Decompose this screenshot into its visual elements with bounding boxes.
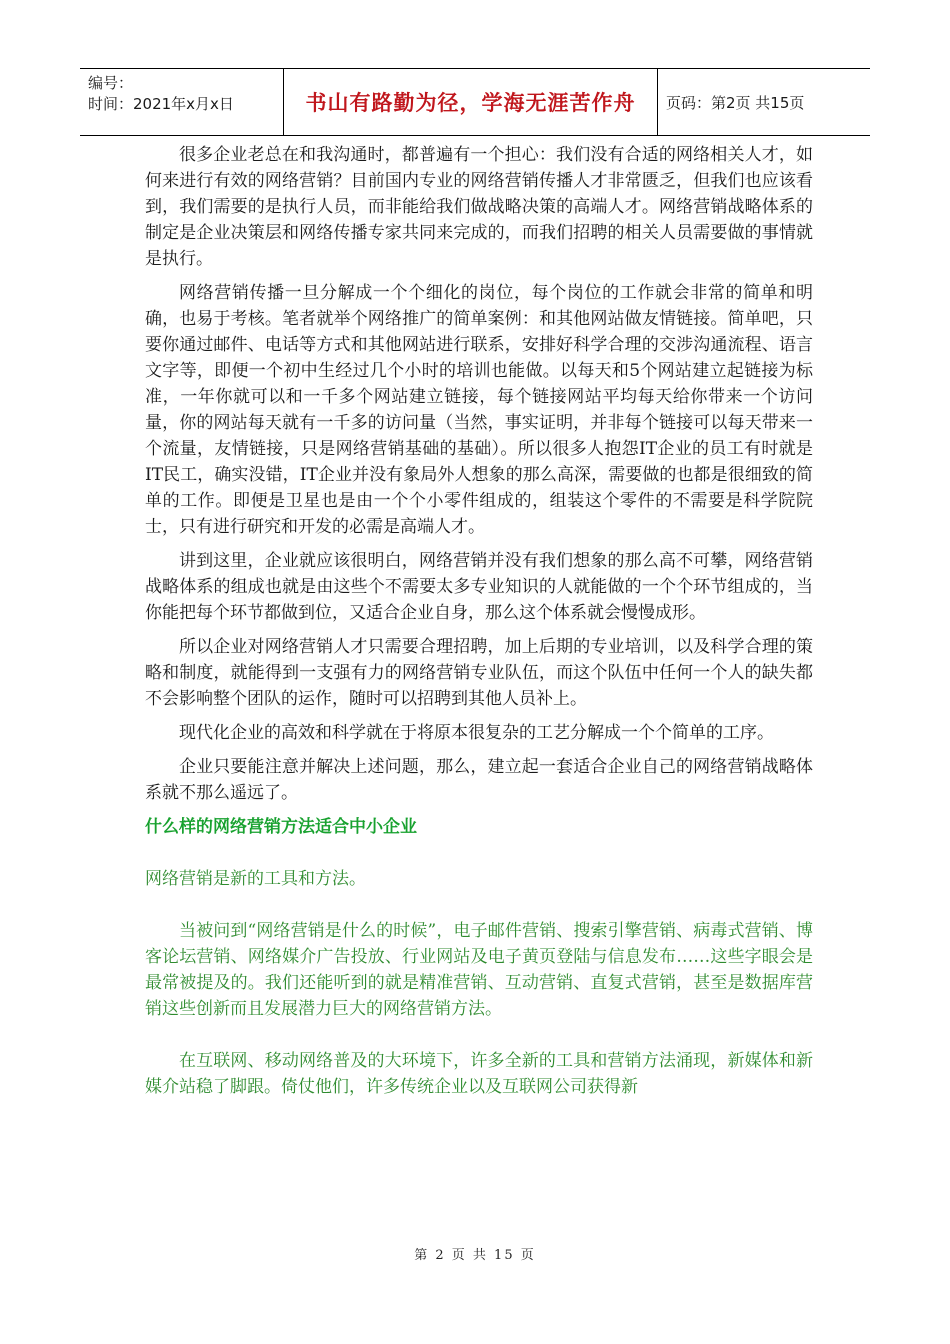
header-meta	[80, 69, 284, 135]
section-paragraph: 在互联网、移动网络普及的大环境下，许多全新的工具和营销方法涌现，新媒体和新媒介站稳了脚跟。倚仗他们，许多传统企业以及互联网公司获得新	[145, 1051, 813, 1097]
spacer	[145, 900, 813, 918]
paragraph: 讲到这里，企业就应该很明白，网络营销并没有我们想象的那么高不可攀，网络营销战略体系的组成也就是由这些个不需要太多专业知识的人就能做的一个个环节组成的，当你能把每个环节都做到位，又适合企业自身，那么这个体系就会慢慢成形。	[145, 551, 813, 623]
document-number-label: 编号：	[88, 74, 134, 92]
header-page-info: 页码：第2页 共15页	[666, 93, 805, 112]
header-motto: 书山有路勤为径，学海无涯苦作舟	[284, 69, 658, 135]
paragraph: 所以企业对网络营销人才只需要合理招聘，加上后期的专业培训，以及科学合理的策略和制度，就能得到一支强有力的网络营销专业队伍，而这个队伍中任何一个人的缺失都不会影响整个团队的运作，随时可以招聘到其他人员补上。	[145, 637, 813, 709]
paragraph: 网络营销传播一旦分解成一个个细化的岗位，每个岗位的工作就会非常的简单和明确，也易于考核。笔者就举个网络推广的简单案例：和其他网站做友情链接。简单吧，只要你通过邮件、电话等方式和其他网站进行联系，安排好科学合理的交涉沟通流程、语言文字等，即便一个初中生经过几个小时的培训也能做。以每天和5个网站建立起链接为标准，一年你就可以和一千多个网站建立链接，每个链接网站平均每天给你带来一个访问量，你的网站每天就有一千多的访问量（当然，事实证明，并非每个链接可以每天带来一个流量，友情链接，只是网络营销基础的基础）。所以很多人抱怨IT企业的员工有时就是IT民工，确实没错，IT企业并没有象局外人想象的那么高深，需要做的也都是很细致的简单的工作。即便是卫星也是由一个个小零件组成的，组装这个零件的不需要是科学院院士，只有进行研究和开发的必需是高端人才。	[145, 283, 813, 537]
paragraph: 企业只要能注意并解决上述问题，那么，建立起一套适合企业自己的网络营销战略体系就不那么遥远了。	[145, 757, 813, 803]
document-body	[145, 142, 813, 1108]
section-heading: 什么样的网络营销方法适合中小企业	[145, 817, 417, 837]
page-footer: 第 2 页 共 15 页	[414, 1248, 536, 1263]
paragraph: 很多企业老总在和我沟通时，都普遍有一个担心：我们没有合适的网络相关人才，如何来进行有效的网络营销？目前国内专业的网络营销传播人才非常匮乏，但我们也应该看到，我们需要的是执行人员，而非能给我们做战略决策的高端人才。网络营销战略体系的制定是企业决策层和网络传播专家共同来完成的，而我们招聘的相关人员需要做的事情就是执行。	[145, 145, 813, 269]
section-intro: 网络营销是新的工具和方法。	[145, 869, 366, 889]
page-header	[80, 68, 870, 136]
spacer	[145, 1030, 813, 1048]
paragraph: 现代化企业的高效和科学就在于将原本很复杂的工艺分解成一个个简单的工序。	[179, 723, 774, 743]
section-paragraph: 当被问到“网络营销是什么的时候”，电子邮件营销、搜索引擎营销、病毒式营销、博客论坛营销、网络媒介广告投放、行业网站及电子黄页登陆与信息发布……这些字眼会是最常被提及的。我们还能听到的就是精准营销、互动营销、直复式营销，甚至是数据库营销这些创新而且发展潜力巨大的网络营销方法。	[145, 921, 813, 1019]
document-date: 时间：2021年x月x日	[88, 95, 234, 113]
